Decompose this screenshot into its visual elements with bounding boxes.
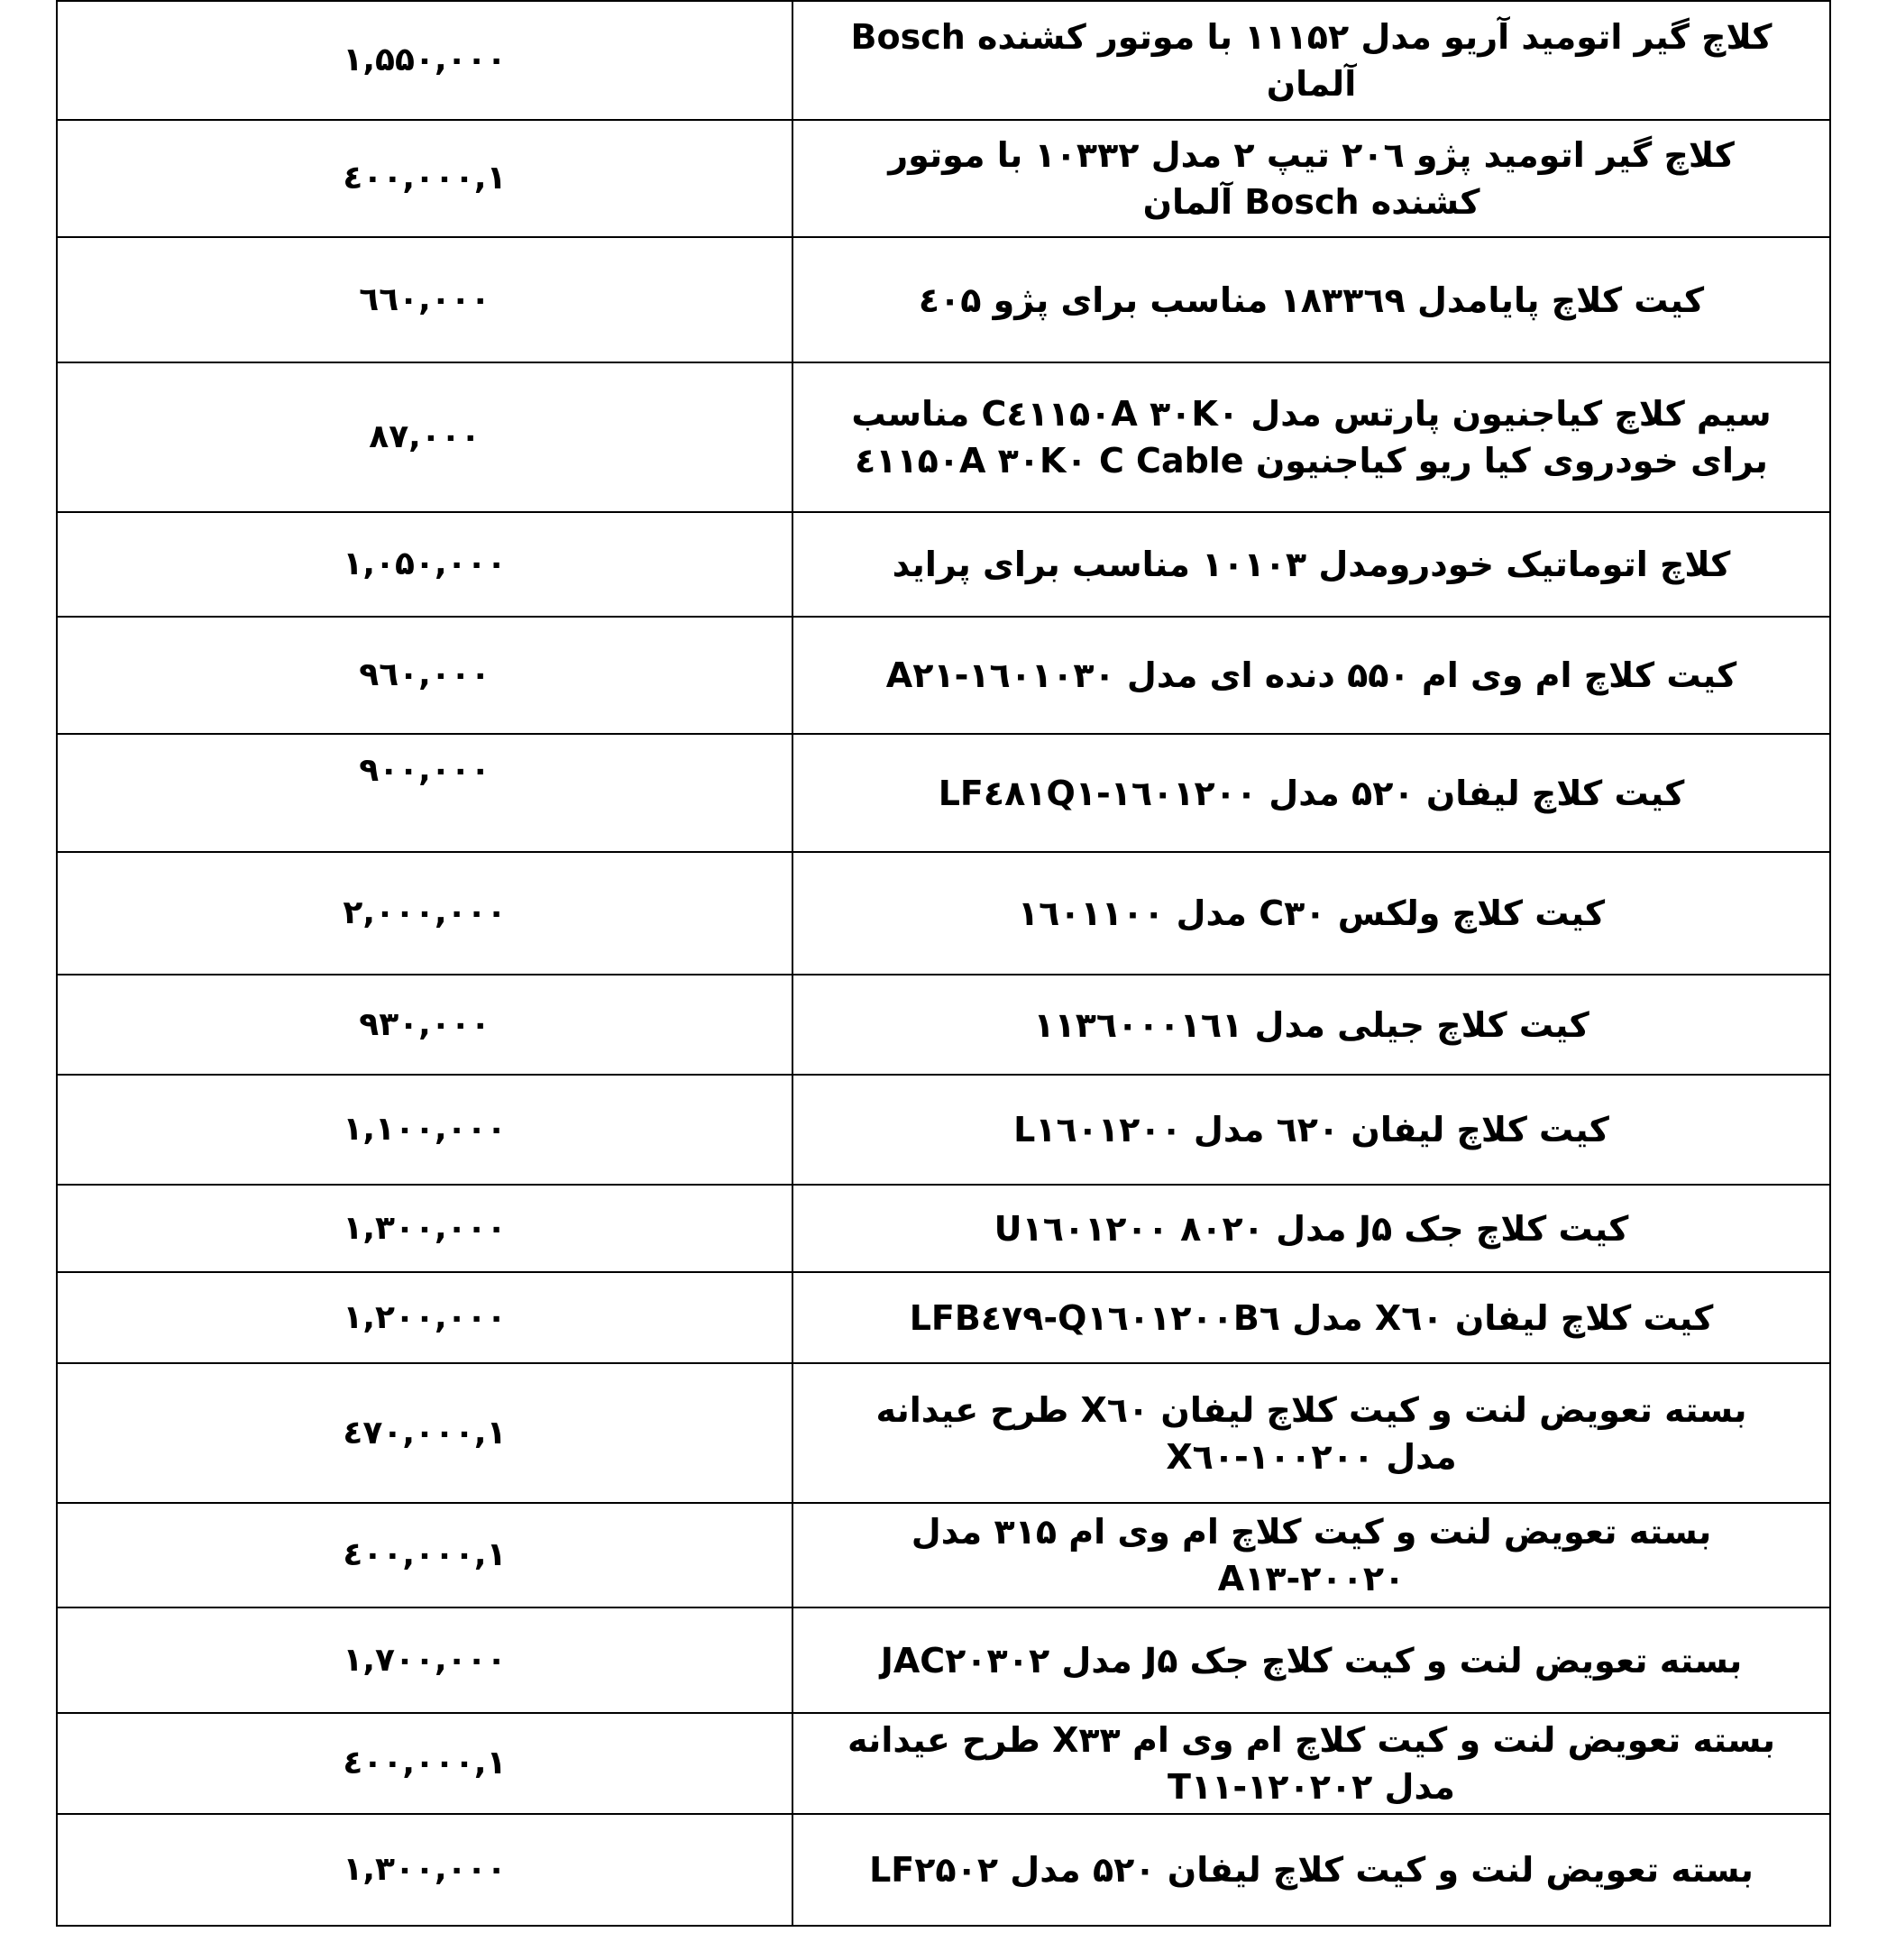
table-row	[57, 362, 1830, 512]
description-cell: بسته تعویض لنت و کیت کلاچ ام وی ام ۳۱۵ مدل A۱۳-۲۰۰۲۰	[792, 1503, 1830, 1607]
description-cell: بسته تعویض لنت و کیت کلاچ ام وی ام X۳۳ طرح عیدانه مدل T۱۱-۱۲۰۲۰۲	[792, 1713, 1830, 1814]
price-cell: ۹٦۰,۰۰۰	[57, 617, 792, 734]
table-row	[57, 734, 1830, 852]
price-cell: ۱,۱۰۰,۰۰۰	[57, 1075, 792, 1185]
description-cell: بسته تعویض لنت و کیت کلاچ لیفان ۵۲۰ مدل LF۲۵۰۲	[792, 1814, 1830, 1926]
price-cell: ۱,۷۰۰,۰۰۰	[57, 1607, 792, 1713]
description-cell: کیت کلاچ جک J۵ مدل U۱٦۰۱۲۰۰ ۸۰۲۰	[792, 1185, 1830, 1272]
table-row	[57, 1075, 1830, 1185]
description-cell: کلاچ گیر اتومید پژو ۲۰٦ تیپ ۲ مدل ۱۰۳۳۲ با موتور کشنده Bosch آلمان	[792, 120, 1830, 237]
price-cell: ۱,۲۰۰,۰۰۰	[57, 1272, 792, 1363]
table-row	[57, 1607, 1830, 1713]
description-cell: کیت کلاچ لیفان X٦۰ مدل LFB٤۷۹-Q۱٦۰۱۲۰۰B٦	[792, 1272, 1830, 1363]
table-row	[57, 1363, 1830, 1503]
price-cell: ۱,٤۰۰,۰۰۰	[57, 120, 792, 237]
description-cell: کیت کلاچ ولکس C۳۰ مدل ۱٦۰۱۱۰۰	[792, 852, 1830, 975]
price-cell: ۹۳۰,۰۰۰	[57, 975, 792, 1075]
table-row	[57, 1814, 1830, 1926]
description-cell: کیت کلاچ لیفان ٦۲۰ مدل L۱٦۰۱۲۰۰	[792, 1075, 1830, 1185]
table-row	[57, 1503, 1830, 1607]
table-row	[57, 975, 1830, 1075]
description-cell: کلاچ اتوماتیک خودرومدل ۱۰۱۰۳ مناسب برای پراید	[792, 512, 1830, 617]
price-table	[56, 0, 1831, 1927]
description-cell: کیت کلاچ جیلی مدل ۱۱۳٦۰۰۰۱٦۱	[792, 975, 1830, 1075]
table-row	[57, 852, 1830, 975]
description-cell: بسته تعویض لنت و کیت کلاچ جک J۵ مدل JAC۲۰۳۰۲	[792, 1607, 1830, 1713]
price-cell: ۱,۳۰۰,۰۰۰	[57, 1814, 792, 1926]
price-cell: ۱,۰۵۰,۰۰۰	[57, 512, 792, 617]
description-cell: بسته تعویض لنت و کیت کلاچ لیفان X٦۰ طرح عیدانه مدل X٦۰-۱۰۰۲۰۰	[792, 1363, 1830, 1503]
table-row	[57, 512, 1830, 617]
description-cell: کیت کلاچ ام وی ام ۵۵۰ دنده ای مدل A۲۱-۱٦۰۱۰۳۰	[792, 617, 1830, 734]
price-cell: ۱,٤۰۰,۰۰۰	[57, 1713, 792, 1814]
description-cell: کیت کلاچ پایامدل ۱۸۳۳٦۹ مناسب برای پژو ٤۰۵	[792, 237, 1830, 362]
table-row	[57, 120, 1830, 237]
table-row	[57, 1713, 1830, 1814]
description-cell: کلاچ گیر اتومید آریو مدل ۱۱۱۵۲ با موتور کشنده Bosch آلمان	[792, 1, 1830, 120]
table-row	[57, 237, 1830, 362]
table-row	[57, 1, 1830, 120]
price-cell: ٦٦۰,۰۰۰	[57, 237, 792, 362]
price-cell: ۱,۳۰۰,۰۰۰	[57, 1185, 792, 1272]
price-cell: ۱,٤۷۰,۰۰۰	[57, 1363, 792, 1503]
description-cell: سیم کلاچ کیاجنیون پارتس مدل C٤۱۱۵۰A ۳۰K۰ مناسب برای خودروی کیا ریو کیاجنیون C Cable ٤۱۱۵۰A ۳۰K۰	[792, 362, 1830, 512]
price-cell: ۸۷,۰۰۰	[57, 362, 792, 512]
description-cell: کیت کلاچ لیفان ۵۲۰ مدل LF٤۸۱Q۱-۱٦۰۱۲۰۰	[792, 734, 1830, 852]
table-row	[57, 1185, 1830, 1272]
price-cell: ۹۰۰,۰۰۰	[57, 734, 792, 852]
price-cell: ۱,٤۰۰,۰۰۰	[57, 1503, 792, 1607]
table-row	[57, 1272, 1830, 1363]
table-row	[57, 617, 1830, 734]
price-cell: ۱,۵۵۰,۰۰۰	[57, 1, 792, 120]
price-cell: ۲,۰۰۰,۰۰۰	[57, 852, 792, 975]
